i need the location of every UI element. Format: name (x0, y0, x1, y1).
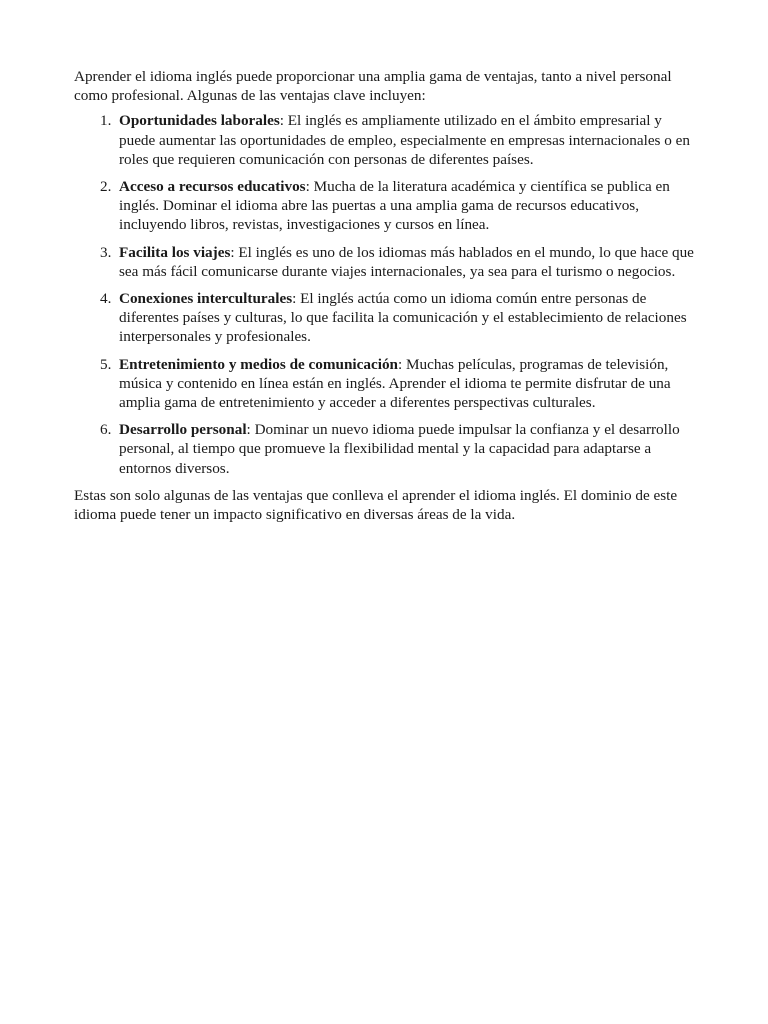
list-item (74, 420, 696, 478)
list-item-term: Acceso a recursos educativos (119, 178, 306, 196)
list-item-term: Conexiones interculturales (119, 290, 293, 308)
list-item-text: : El inglés actúa como un idioma común entre personas de diferentes países y culturas, lo que facilita la comunicación y el establecimiento de relaciones interpersonales y profesionales. (119, 290, 687, 346)
advantages-list (74, 111, 696, 477)
closing-paragraph: Estas son solo algunas de las ventajas que conlleva el aprender el idioma inglés. El dominio de este idioma puede tener un impacto significativo en diversas áreas de la vida. (74, 486, 678, 524)
list-item-text: : El inglés es ampliamente utilizado en el ámbito empresarial y puede aumentar las oportunidades de empleo, especialmente en empresas internacionales o en roles que requieren comunicación con personas de diferentes países. (119, 112, 690, 168)
list-item-term: Oportunidades laborales (119, 112, 280, 130)
list-item (74, 111, 696, 169)
list-item-text: : El inglés es uno de los idiomas más hablados en el mundo, lo que hace que sea más fácil comunicarse durante viajes internacionales, ya sea para el turismo o negocios. (119, 243, 694, 280)
list-item-term: Facilita los viajes (119, 243, 231, 261)
list-item (74, 355, 696, 413)
list-item-number: 1. (100, 112, 112, 130)
list-item-text: : Mucha de la literatura académica y científica se publica en inglés. Dominar el idioma abre las puertas a una amplia gama de recursos educativos, incluyendo libros, revistas, investigaciones y cursos en línea. (119, 178, 670, 234)
list-item-number: 3. (100, 243, 112, 261)
list-item-text: : Dominar un nuevo idioma puede impulsar la confianza y el desarrollo personal, al tiempo que promueve la flexibilidad mental y la capacidad para adaptarse a entornos diversos. (119, 421, 680, 477)
list-item-number: 4. (100, 290, 112, 308)
list-item-term: Desarrollo personal (119, 421, 247, 439)
list-item (74, 289, 696, 347)
list-item-number: 5. (100, 355, 112, 373)
list-item (74, 243, 696, 281)
list-item-number: 2. (100, 178, 112, 196)
list-item-number: 6. (100, 421, 112, 439)
intro-paragraph: Aprender el idioma inglés puede proporcionar una amplia gama de ventajas, tanto a nivel personal como profesional. Algunas de las ventajas clave incluyen: (74, 68, 672, 105)
list-item (74, 177, 696, 235)
list-item-text: : Muchas películas, programas de televisión, música y contenido en línea están en inglés. Aprender el idioma te permite disfrutar de una amplia gama de entretenimiento y acceder a diferentes perspectivas culturales. (119, 355, 671, 412)
list-item-term: Entretenimiento y medios de comunicación (119, 355, 398, 373)
